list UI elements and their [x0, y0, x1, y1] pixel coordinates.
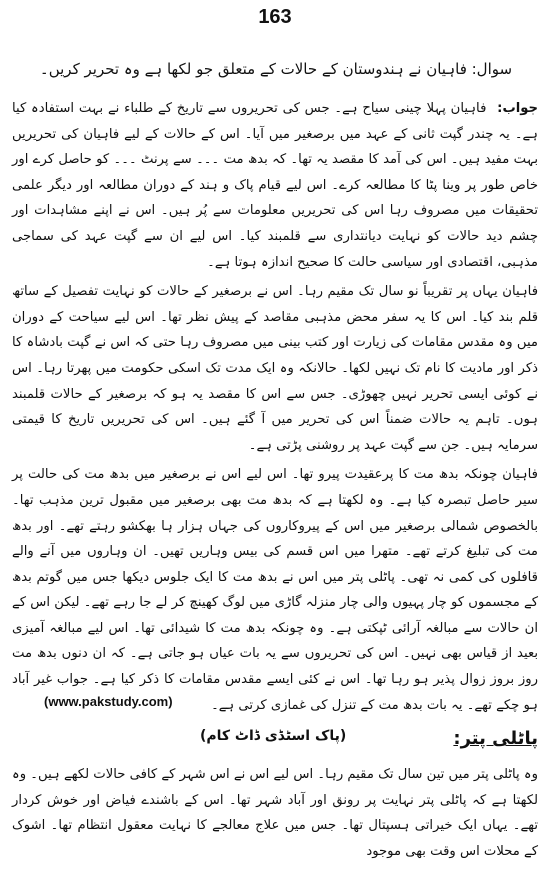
question-heading: سوال: فاہیان نے ہندوستان کے حالات کے متعلق جو لکھا ہے وہ تحریر کریں۔: [39, 60, 513, 78]
body-text: [12, 96, 538, 869]
paragraph-text: فاہیان یہاں پر تقریباً نو سال تک مقیم رہا۔ اس نے برصغیر کے حالات کو نہایت تفصیل کے ساتھ قلم بند کیا۔ اس کا یہ سفر محض مذہبی مقاصد کے پیش نظر تھا۔ اس لیے سیاحت کے دوران میں وہ مقدس مقامات کی زیارت اور کتب بینی میں مصروف رہا حتی کہ اس نے گپت بادشاہ کا ذکر اور مادیت کا نام تک نہیں لکھا۔ حالانکہ وہ ایک مدت تک اسکی حکومت میں پھرتا رہا۔ اس نے کوئی ایسی تحریر نہیں چھوڑی۔ جس سے اس کا مقصد یہ ہو کہ برصغیر کے حالات قلمبند ہوں۔ تاہم یہ حالات ضمناً اس کی تحریر میں آ گئے ہیں۔ اس کی تحریریں تاریخ کا قیمتی سرمایہ ہیں۔ جن سے گپت عہد پر روشنی پڑتی ہے۔: [12, 284, 538, 453]
watermark-urdu: (پاک اسٹڈی ڈاٹ کام): [200, 728, 347, 744]
paragraph: [12, 96, 538, 275]
paragraph-text: وہ پاٹلی پتر میں تین سال تک مقیم رہا۔ اس لیے اس نے اس شہر کے کافی حالات لکھے ہیں۔ وہ لکھتا ہے کہ پاٹلی پتر نہایت پر رونق اور آباد شہر تھا۔ اس کے باشندے فیاض اور خوش کردار تھے۔ یہاں ایک خیراتی ہسپتال تھا۔ جس میں علاج معالجے کا نہایت معقول انتظام تھا۔ اشوک کے محلات اس وقت بھی موجود: [12, 767, 538, 860]
section-heading: پاٹلی پتر:: [453, 728, 538, 750]
paragraph-text: فاہیان پہلا چینی سیاح ہے۔ جس کی تحریروں سے تاریخ کے طلباء نے بہت استفادہ کیا ہے۔ یہ چندر گپت ثانی کے عہد میں برصغیر میں آیا۔ اس کے حالات کے لیے فاہیان کی تحریریں بہت مفید ہیں۔ اس کی آمد کا مقصد یہ تھا۔ کہ بدھ مت ۔۔۔ سے پرنٹ ۔۔۔ کو حاصل کرے اور خاص طور پر وینا پٹا کا مطالعہ کرے۔ اس لیے قیام پاک و ہند کے دوران مطالعہ اور دیگر علمی تحقیقات میں مصروف رہا اس کی تحریریں معلومات سے پُر ہیں۔ اس نے اپنے مشاہدات اور چشم دید حالات کو نہایت دیانتداری سے قلمبند کیا۔ اس لیے ان سے گپت عہد کی سماجی مذہبی، اقتصادی اور سیاسی حالت کا صحیح اندازہ ہوتا ہے۔: [12, 101, 538, 270]
paragraph-text: فاہیان چونکہ بدھ مت کا پرعقیدت پیرو تھا۔ اس لیے اس نے برصغیر میں بدھ مت کی حالت پر سیر حاصل تبصرہ کیا ہے۔ وہ لکھتا ہے کہ بدھ مت بھی برصغیر میں مقبول ترین مذہب تھا۔ بالخصوص شمالی برصغیر میں اس کے پیروکاروں کی جہاں ہزار ہا بھکشو رہتے تھے۔ اور بدھ مت کی تبلیغ کرتے تھے۔ متھرا میں اس قسم کی بیس وہاریں تھیں۔ ان وہاروں میں آنے والے قافلوں کی کمی نہ تھی۔ پاٹلی پتر میں اس نے بدھ مت کا ایک جلوس دیکھا جس میں گوتم بدھ کے مجسموں کو چار پہیوں والی چار منزلہ گاڑی میں لوگ کھینچ کر لے جا رہے تھے۔ لیکن اس کے ان حالات سے مبالغہ آرائی ٹپکتی ہے۔ وہ چونکہ بدھ مت کا شیدائی تھا۔ اس لیے مبالغہ آمیزی بعید از قیاس بھی نہیں۔ اس کی تحریروں سے یہ بات عیاں ہو جاتی ہے۔ کہ ان دنوں بدھ مت روز بروز زوال پذیر ہو رہا تھا۔ اس نے کئی ایسے مقدس مقامات کا ذکر کیا ہے۔ جواب غیر آباد ہو چکے تھے۔ یہ بات بدھ مت کے تنزل کی غمازی کرتی ہے۔: [12, 467, 539, 713]
paragraph: [12, 762, 538, 864]
paragraph: [12, 279, 538, 458]
answer-label: جواب:: [497, 101, 538, 116]
page-number: 163: [258, 6, 292, 28]
paragraph: [12, 462, 538, 718]
watermark-url: (www.pakstudy.com): [44, 694, 173, 709]
